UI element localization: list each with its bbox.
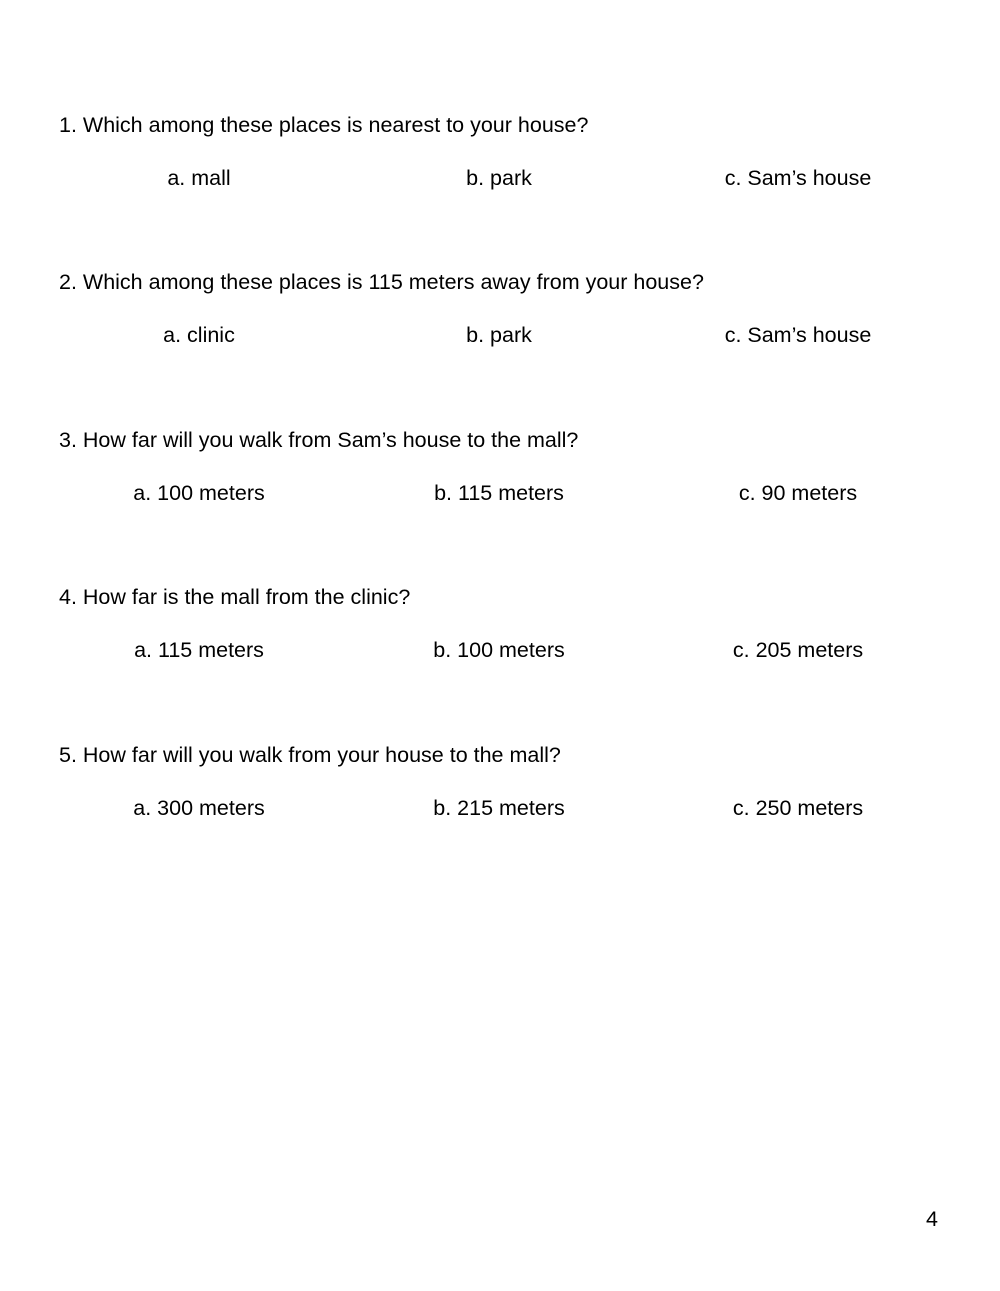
question-4 <box>0 584 1000 704</box>
question-2 <box>0 269 1000 389</box>
question-2-option-b[interactable]: b. park <box>466 323 532 347</box>
question-1-option-c[interactable]: c. Sam’s house <box>724 166 872 190</box>
question-4-option-a[interactable]: a. 115 meters <box>134 638 264 662</box>
question-2-text: 2. Which among these places is 115 meters away from your house? <box>59 270 704 294</box>
question-1-option-a[interactable]: a. mall <box>167 166 231 190</box>
question-1 <box>0 112 1000 232</box>
question-1-option-b[interactable]: b. park <box>466 166 532 190</box>
question-2-option-c[interactable]: c. Sam’s house <box>724 323 872 347</box>
question-5-option-a[interactable]: a. 300 meters <box>133 796 265 820</box>
question-5-text: 5. How far will you walk from your house to the mall? <box>59 743 561 767</box>
question-2-option-a[interactable]: a. clinic <box>163 323 235 347</box>
question-5-option-b[interactable]: b. 215 meters <box>433 796 565 820</box>
question-3-option-b[interactable]: b. 115 meters <box>434 481 564 505</box>
question-4-text: 4. How far is the mall from the clinic? <box>59 585 411 609</box>
question-3-option-a[interactable]: a. 100 meters <box>133 481 265 505</box>
question-3 <box>0 427 1000 547</box>
question-3-option-c[interactable]: c. 90 meters <box>738 481 858 505</box>
question-1-text: 1. Which among these places is nearest to your house? <box>59 113 589 137</box>
question-5-option-c[interactable]: c. 250 meters <box>732 796 864 820</box>
question-4-option-b[interactable]: b. 100 meters <box>433 638 565 662</box>
question-3-text: 3. How far will you walk from Sam’s house to the mall? <box>59 428 579 452</box>
page-number: 4 <box>926 1207 938 1231</box>
question-5 <box>0 742 1000 862</box>
question-4-option-c[interactable]: c. 205 meters <box>732 638 864 662</box>
